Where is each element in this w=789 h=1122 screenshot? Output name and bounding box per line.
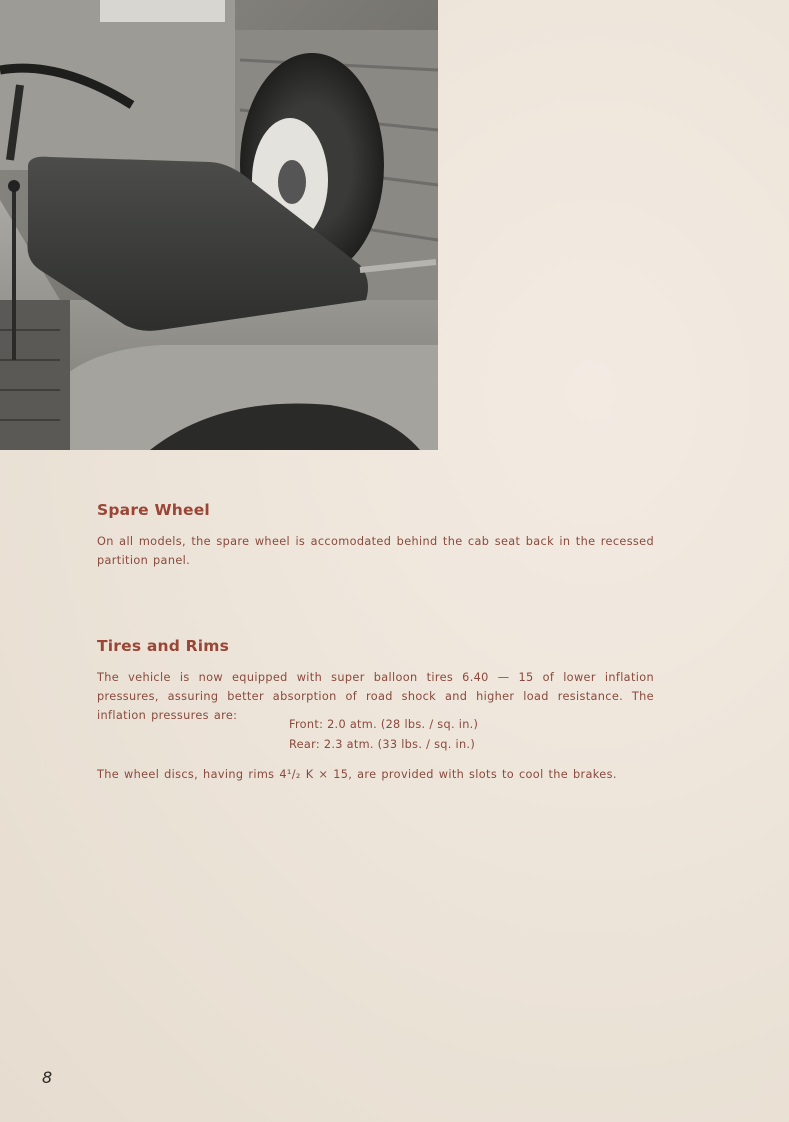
rear-pressure: Rear: 2.3 atm. (33 lbs. / sq. in.): [289, 738, 476, 751]
spare-wheel-photo: [0, 0, 438, 450]
tires-paragraph: The vehicle is now equipped with super balloon tires 6.40 — 15 of lower inflation pressures, assuring better absorption of road shock and higher load resistance. The inflation pressures are:: [97, 671, 654, 722]
page-number: 8: [42, 1068, 53, 1087]
front-pressure: Front: 2.0 atm. (28 lbs. / sq. in.): [289, 718, 479, 731]
spare-wheel-paragraph: On all models, the spare wheel is accomodated behind the cab seat back in the recessed partition panel.: [97, 535, 654, 567]
section-title-spare-wheel: Spare Wheel: [97, 501, 210, 519]
wheel-discs-paragraph: The wheel discs, having rims 4¹/₂ K × 15, are provided with slots to cool the brakes.: [97, 768, 617, 781]
section-title-tires-and-rims: Tires and Rims: [97, 637, 230, 655]
